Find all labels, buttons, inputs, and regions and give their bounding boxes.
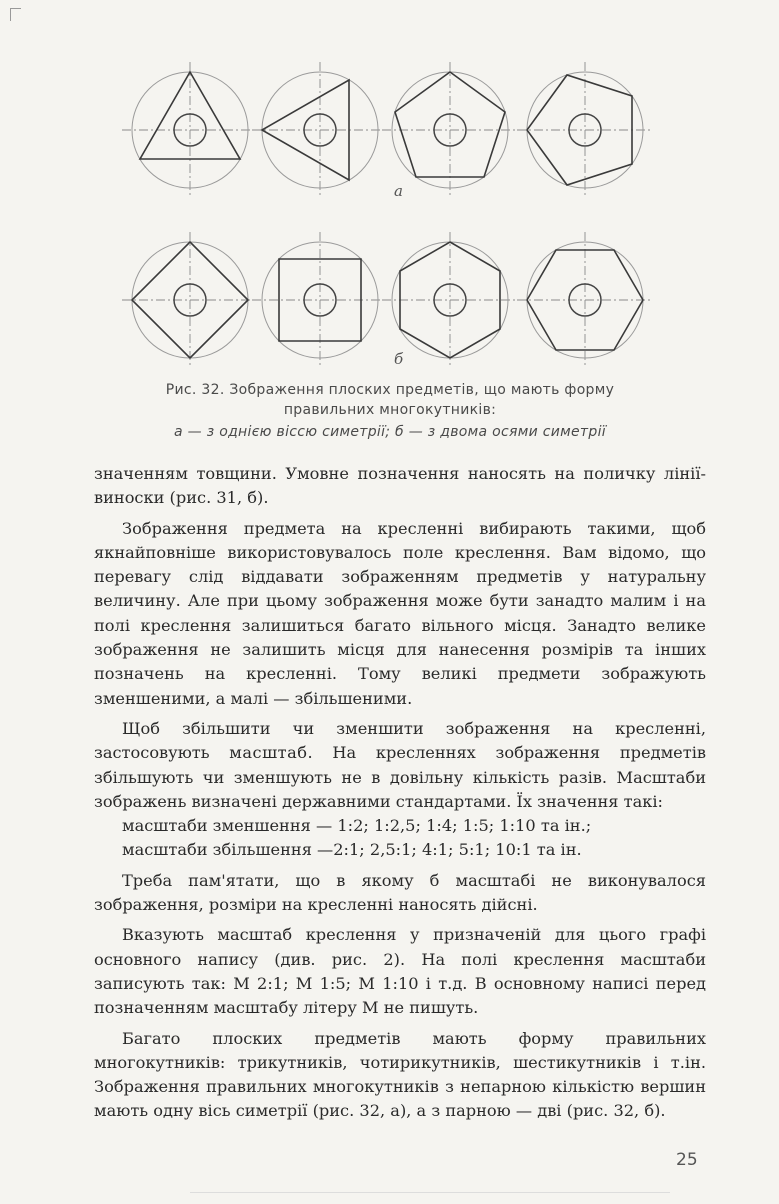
- paragraph-3: [94, 717, 706, 814]
- figure-label-b: б: [394, 350, 404, 368]
- shape-pentagon-up: [382, 62, 518, 198]
- page-number: 25: [676, 1150, 698, 1170]
- figure-caption-line1: Рис. 32. Зображення плоских предметів, що мають форму: [165, 382, 615, 398]
- figure-caption-line3: а — з однією віссю симетрії; б — з двома осями симетрії: [174, 424, 606, 440]
- paragraph-3-end: . На кресленнях зображення предметів збільшують чи зменшують не в довільну кількість разів. Масштаби зображень визначені державними стандартами. Їх значення такі:: [94, 743, 706, 811]
- paragraph-5: Вказують масштаб креслення у призначеній для цього графі основного напису (див. рис. 2). На полі креслення масштаби записують так: М 2:1; М 1:5; М 1:10 і т.д. В основному написі перед позначенням масштабу літеру М не пишуть.: [94, 925, 706, 1018]
- paragraph-2: Зображення предмета на кресленні вибирають такими, щоб якнайповніше використовувалось поле креслення. Вам відомо, що перевагу слід віддавати зображенням предметів у натуральну величину. Але при цьому зображення може бути занадто малим і на полі креслення залишиться багато вільного місця. Занадто велике зображення не залишить місця для нанесення розмірів та інших позначень на кресленні. Тому великі предмети зображують зменшеними, а малі — збільшеними.: [94, 518, 706, 708]
- list-item-enlargement: масштаби збільшення —2:1; 2,5:1; 4:1; 5:1; 10:1 та ін.: [122, 840, 582, 860]
- list-item-reduction: масштаби зменшення — 1:2; 1:2,5; 1:4; 1:5; 1:10 та ін.;: [122, 816, 592, 836]
- shape-square: [252, 232, 388, 368]
- figure-label-a: а: [394, 182, 403, 200]
- shape-hexagon-vertical: [382, 232, 518, 368]
- figure-row-b: [120, 230, 680, 370]
- figure-row-a: [120, 60, 680, 200]
- bottom-rule: [190, 1192, 670, 1193]
- shape-triangle-left: [252, 62, 388, 198]
- term-scale: масштаб: [229, 743, 308, 763]
- figure-caption-line2: правильних многокутників:: [283, 402, 497, 418]
- corner-mark: [10, 8, 21, 21]
- paragraph-6: Багато плоских предметів мають форму правильних многокутників: трикутників, чотирикутників, шестикутників і т.ін. Зображення правильних многокутників з непарною кількістю вершин мають одну вісь симетрії (рис. 32, а), а з парною — дві (рис. 32, б).: [94, 1028, 706, 1121]
- shape-triangle-up: [122, 62, 258, 198]
- shape-square-diamond: [122, 232, 258, 368]
- shape-hexagon-horizontal: [517, 232, 653, 368]
- paragraph-3-start: Щоб збільшити чи зменшити зображення на кресленні, застосовують: [94, 718, 706, 763]
- paragraph-1: значенням товщини. Умовне позначення наносять на поличку лінії-виноски (рис. 31, б).: [94, 464, 706, 508]
- paragraph-4: Треба пам'ятати, що в якому б масштабі не виконувалося зображення, розміри на кресленні наносять дійсні.: [94, 870, 706, 915]
- shape-pentagon-left: [517, 62, 653, 198]
- body-text: [94, 462, 706, 1124]
